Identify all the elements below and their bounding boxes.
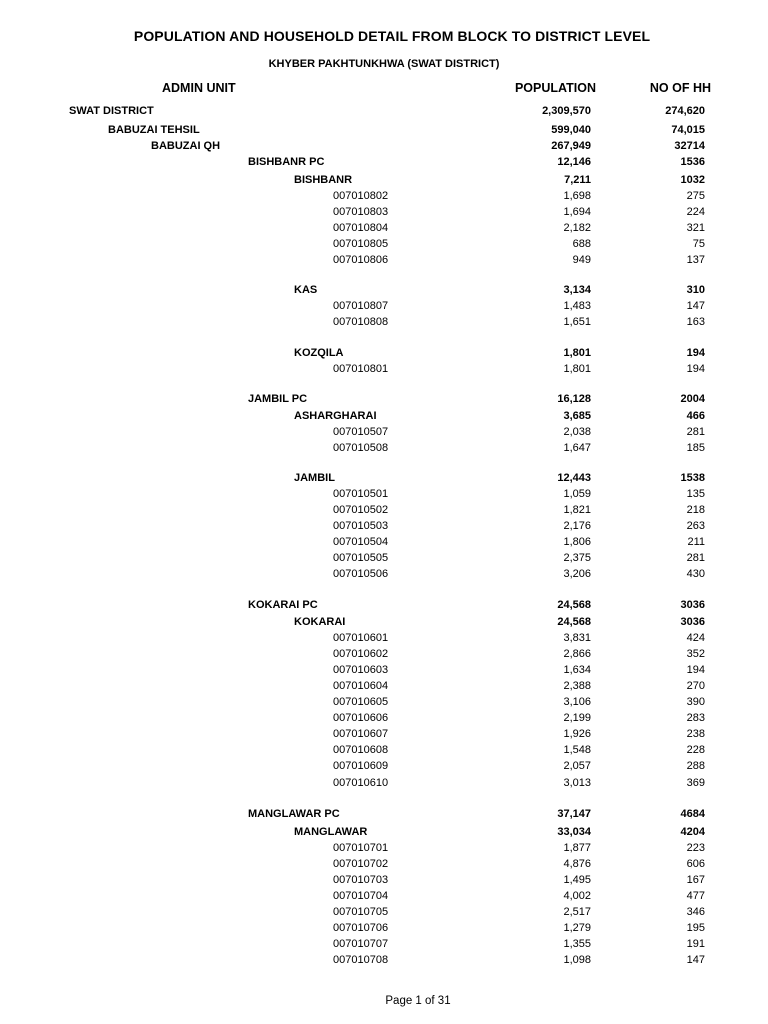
table-row — [0, 711, 768, 726]
population-value: 12,146 — [557, 156, 591, 168]
table-row — [0, 647, 768, 662]
admin-unit-name: 007010607 — [333, 728, 389, 740]
admin-unit-name: 007010802 — [333, 190, 389, 202]
admin-unit-name: 007010803 — [333, 206, 389, 218]
table-row — [0, 362, 768, 377]
admin-unit-name: 007010609 — [333, 760, 389, 772]
table-row — [0, 825, 768, 840]
households-value: 288 — [686, 760, 705, 772]
admin-unit-name: 007010506 — [333, 568, 389, 580]
population-value: 2,388 — [563, 680, 591, 692]
population-value: 1,806 — [563, 536, 591, 548]
households-value: 194 — [686, 664, 705, 676]
population-value: 2,375 — [563, 552, 591, 564]
population-value: 599,040 — [551, 124, 591, 136]
table-row — [0, 889, 768, 904]
population-value: 3,106 — [563, 696, 591, 708]
admin-unit-name: 007010806 — [333, 254, 389, 266]
population-value: 1,098 — [563, 954, 591, 966]
table-row — [0, 921, 768, 936]
table-row — [0, 189, 768, 204]
table-row — [0, 346, 768, 361]
households-value: 270 — [686, 680, 705, 692]
admin-unit-name: 007010601 — [333, 632, 389, 644]
households-value: 74,015 — [671, 124, 705, 136]
admin-unit-name: 007010606 — [333, 712, 389, 724]
admin-unit-name: KOKARAI — [294, 616, 346, 628]
admin-unit-name: KAS — [294, 284, 318, 296]
table-row — [0, 519, 768, 534]
population-value: 37,147 — [557, 808, 591, 820]
households-value: 263 — [686, 520, 705, 532]
table-row — [0, 471, 768, 486]
households-value: 194 — [686, 347, 705, 359]
households-value: 224 — [686, 206, 705, 218]
admin-unit-name: KOZQILA — [294, 347, 344, 359]
table-row — [0, 173, 768, 188]
table-row — [0, 503, 768, 518]
admin-unit-name: BABUZAI TEHSIL — [108, 124, 200, 136]
population-value: 949 — [572, 254, 591, 266]
population-value: 3,206 — [563, 568, 591, 580]
households-value: 274,620 — [665, 105, 705, 117]
population-value: 4,002 — [563, 890, 591, 902]
admin-unit-name: MANGLAWAR — [294, 826, 368, 838]
households-value: 352 — [686, 648, 705, 660]
table-row — [0, 807, 768, 822]
population-value: 24,568 — [557, 599, 591, 611]
table-row — [0, 598, 768, 613]
households-value: 195 — [686, 922, 705, 934]
households-value: 211 — [687, 536, 705, 548]
population-value: 3,685 — [563, 410, 591, 422]
table-row — [0, 237, 768, 252]
table-row — [0, 104, 768, 119]
table-row — [0, 695, 768, 710]
table-row — [0, 759, 768, 774]
admin-unit-name: 007010503 — [333, 520, 389, 532]
households-value: 321 — [686, 222, 705, 234]
households-value: 147 — [686, 300, 705, 312]
population-value: 2,517 — [563, 906, 591, 918]
admin-unit-name: 007010705 — [333, 906, 389, 918]
households-value: 3036 — [680, 599, 705, 611]
table-row — [0, 139, 768, 154]
admin-unit-name: 007010608 — [333, 744, 389, 756]
table-row — [0, 727, 768, 742]
table-row — [0, 631, 768, 646]
households-value: 185 — [686, 442, 705, 454]
population-value: 1,548 — [563, 744, 591, 756]
population-value: 33,034 — [557, 826, 591, 838]
households-value: 424 — [686, 632, 705, 644]
population-value: 1,279 — [563, 922, 591, 934]
admin-unit-name: 007010807 — [333, 300, 389, 312]
households-value: 390 — [686, 696, 705, 708]
table-row — [0, 937, 768, 952]
admin-unit-name: 007010707 — [333, 938, 389, 950]
households-value: 346 — [686, 906, 705, 918]
table-row — [0, 905, 768, 920]
admin-unit-name: 007010808 — [333, 316, 389, 328]
table-row — [0, 663, 768, 678]
households-value: 228 — [686, 744, 705, 756]
admin-unit-name: BISHBANR — [294, 174, 353, 186]
population-value: 2,182 — [563, 222, 591, 234]
population-value: 2,866 — [563, 648, 591, 660]
households-value: 430 — [686, 568, 705, 580]
admin-unit-name: ASHARGHARAI — [294, 410, 377, 422]
admin-unit-name: 007010505 — [333, 552, 389, 564]
households-value: 4204 — [680, 826, 705, 838]
admin-unit-name: 007010502 — [333, 504, 389, 516]
households-value: 1032 — [680, 174, 705, 186]
table-row — [0, 315, 768, 330]
population-value: 24,568 — [557, 616, 591, 628]
admin-unit-name: SWAT DISTRICT — [69, 105, 154, 117]
table-row — [0, 155, 768, 170]
admin-unit-name: 007010703 — [333, 874, 389, 886]
admin-unit-name: 007010508 — [333, 442, 389, 454]
population-value: 1,647 — [563, 442, 591, 454]
table-row — [0, 299, 768, 314]
table-row — [0, 409, 768, 424]
table-row — [0, 283, 768, 298]
population-value: 1,694 — [563, 206, 591, 218]
population-value: 12,443 — [557, 472, 591, 484]
population-value: 3,013 — [563, 777, 591, 789]
households-value: 135 — [686, 488, 705, 500]
admin-unit-name: 007010603 — [333, 664, 389, 676]
admin-unit-name: 007010708 — [333, 954, 389, 966]
households-value: 32714 — [674, 140, 705, 152]
households-value: 147 — [686, 954, 705, 966]
population-value: 1,355 — [563, 938, 591, 950]
households-value: 167 — [686, 874, 705, 886]
admin-unit-name: BISHBANR PC — [248, 156, 325, 168]
page-number: Page 1 of 31 — [385, 995, 451, 1007]
population-value: 1,698 — [563, 190, 591, 202]
table-row — [0, 567, 768, 582]
households-value: 238 — [686, 728, 705, 740]
table-row — [0, 425, 768, 440]
table-row — [0, 841, 768, 856]
population-value: 2,199 — [563, 712, 591, 724]
admin-unit-name: MANGLAWAR PC — [248, 808, 340, 820]
population-value: 4,876 — [563, 858, 591, 870]
table-row — [0, 392, 768, 407]
population-value: 16,128 — [557, 393, 591, 405]
population-value: 1,634 — [563, 664, 591, 676]
table-row — [0, 441, 768, 456]
population-value: 1,651 — [563, 316, 591, 328]
households-value: 369 — [686, 777, 705, 789]
population-value: 1,483 — [563, 300, 591, 312]
admin-unit-name: 007010501 — [333, 488, 389, 500]
table-row — [0, 615, 768, 630]
population-value: 1,059 — [563, 488, 591, 500]
admin-unit-name: JAMBIL — [294, 472, 335, 484]
population-value: 3,134 — [563, 284, 591, 296]
population-value: 1,495 — [563, 874, 591, 886]
households-value: 466 — [686, 410, 705, 422]
column-header-households: NO OF HH — [649, 81, 711, 95]
admin-unit-name: 007010704 — [333, 890, 389, 902]
population-value: 2,057 — [563, 760, 591, 772]
households-value: 281 — [686, 552, 705, 564]
admin-unit-name: 007010804 — [333, 222, 389, 234]
table-row — [0, 487, 768, 502]
admin-unit-name: BABUZAI QH — [151, 140, 221, 152]
population-value: 1,877 — [563, 842, 591, 854]
table-row — [0, 873, 768, 888]
table-row — [0, 551, 768, 566]
admin-unit-name: 007010504 — [333, 536, 389, 548]
population-value: 1,801 — [563, 347, 591, 359]
households-value: 281 — [686, 426, 705, 438]
table-row — [0, 535, 768, 550]
population-value: 2,309,570 — [542, 105, 591, 117]
population-value: 267,949 — [551, 140, 591, 152]
households-value: 163 — [686, 316, 705, 328]
column-header-admin-unit: ADMIN UNIT — [162, 81, 236, 95]
admin-unit-name: JAMBIL PC — [248, 393, 308, 405]
households-value: 137 — [686, 254, 705, 266]
households-value: 194 — [686, 363, 705, 375]
admin-unit-name: 007010507 — [333, 426, 389, 438]
households-value: 218 — [686, 504, 705, 516]
table-row — [0, 253, 768, 268]
page-title: POPULATION AND HOUSEHOLD DETAIL FROM BLOCK TO DISTRICT LEVEL — [133, 28, 651, 44]
households-value: 1538 — [680, 472, 705, 484]
population-value: 1,801 — [563, 363, 591, 375]
table-row — [0, 953, 768, 968]
admin-unit-name: 007010801 — [333, 363, 389, 375]
population-value: 2,176 — [563, 520, 591, 532]
admin-unit-name: 007010605 — [333, 696, 389, 708]
table-row — [0, 123, 768, 138]
households-value: 191 — [686, 938, 705, 950]
admin-unit-name: 007010706 — [333, 922, 389, 934]
admin-unit-name: 007010604 — [333, 680, 389, 692]
table-row — [0, 221, 768, 236]
population-value: 1,926 — [563, 728, 591, 740]
admin-unit-name: 007010702 — [333, 858, 389, 870]
households-value: 223 — [686, 842, 705, 854]
admin-unit-name: 007010805 — [333, 238, 389, 250]
table-row — [0, 743, 768, 758]
households-value: 4684 — [680, 808, 705, 820]
admin-unit-name: 007010701 — [333, 842, 389, 854]
households-value: 606 — [686, 858, 705, 870]
population-value: 1,821 — [563, 504, 591, 516]
households-value: 75 — [692, 238, 705, 250]
table-row — [0, 679, 768, 694]
population-value: 2,038 — [563, 426, 591, 438]
admin-unit-name: KOKARAI PC — [248, 599, 318, 611]
households-value: 275 — [686, 190, 705, 202]
households-value: 310 — [686, 284, 705, 296]
admin-unit-name: 007010602 — [333, 648, 389, 660]
table-row — [0, 857, 768, 872]
admin-unit-name: 007010610 — [333, 777, 389, 789]
population-value: 3,831 — [563, 632, 591, 644]
table-row — [0, 776, 768, 791]
households-value: 283 — [686, 712, 705, 724]
population-value: 7,211 — [564, 174, 591, 186]
households-value: 1536 — [680, 156, 705, 168]
page-subtitle: KHYBER PAKHTUNKHWA (SWAT DISTRICT) — [268, 58, 500, 70]
column-header-population: POPULATION — [514, 81, 596, 95]
households-value: 3036 — [680, 616, 705, 628]
population-value: 688 — [572, 238, 591, 250]
households-value: 2004 — [680, 393, 705, 405]
table-row — [0, 205, 768, 220]
households-value: 477 — [686, 890, 705, 902]
